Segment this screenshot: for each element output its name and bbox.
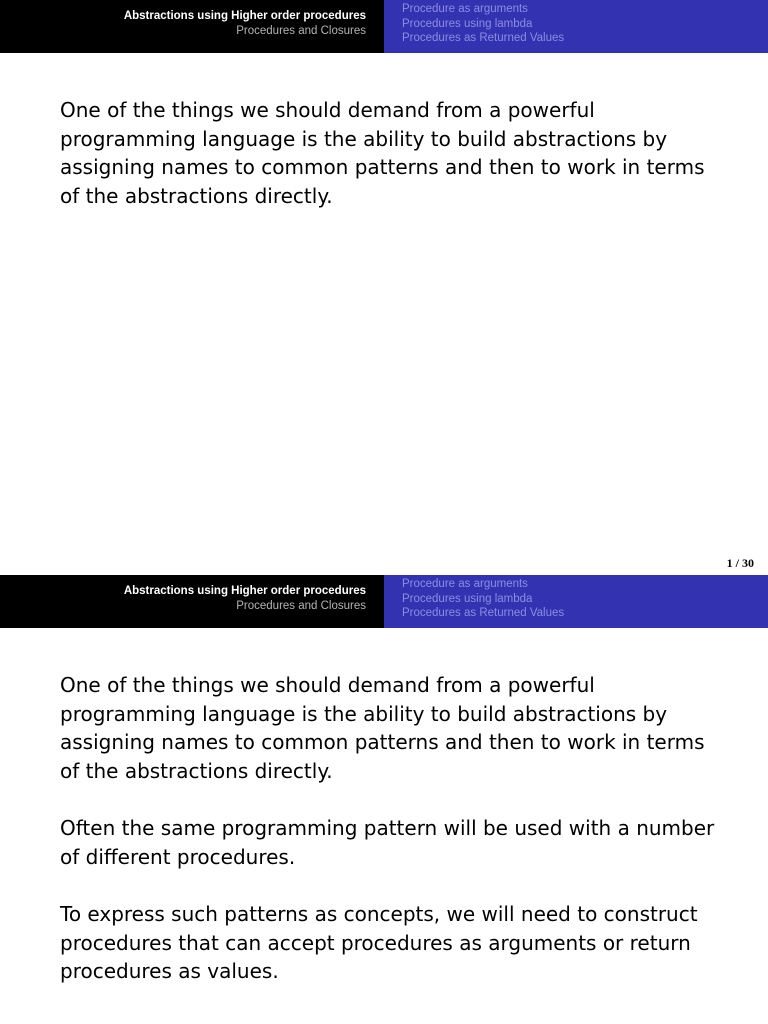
paragraph-abstractions: One of the things we should demand from a powerful programming language is the ability to build abstractions by assigning names to common patterns and then to work in terms of the abstractions directly.: [60, 98, 705, 208]
paragraph-express-patterns: To express such patterns as concepts, we will need to construct procedures that can accept procedures as arguments or return procedures as values.: [60, 902, 698, 983]
section-subtitle[interactable]: Procedures and Closures: [236, 600, 366, 612]
header-nav-panel: [384, 575, 768, 628]
slide-header: [0, 575, 768, 628]
slide-body: [60, 671, 720, 1015]
nav-item-procedures-using-lambda[interactable]: Procedures using lambda: [402, 592, 533, 605]
section-title[interactable]: Abstractions using Higher order procedures: [123, 585, 366, 597]
nav-item-procedure-as-arguments[interactable]: Procedure as arguments: [402, 3, 528, 15]
nav-item-procedures-as-returned-values[interactable]: Procedures as Returned Values: [402, 607, 565, 619]
paragraph-abstractions: One of the things we should demand from a powerful programming language is the ability to build abstractions by assigning names to common patterns and then to work in terms of the abstractions directly.: [60, 673, 705, 783]
header-section-panel: [0, 575, 384, 628]
nav-item-procedures-as-returned-values[interactable]: Procedures as Returned Values: [402, 32, 565, 44]
nav-item-procedure-as-arguments[interactable]: Procedure as arguments: [402, 578, 528, 590]
slide-body: [60, 96, 720, 239]
header-nav-panel: [384, 0, 768, 53]
paragraph-same-pattern: Often the same programming pattern will be used with a number of different procedures.: [60, 816, 715, 869]
section-subtitle[interactable]: Procedures and Closures: [236, 25, 366, 37]
slide-header: [0, 0, 768, 53]
nav-item-procedures-using-lambda[interactable]: Procedures using lambda: [402, 17, 533, 30]
page-number: 1 / 30: [726, 556, 754, 570]
slide-2: [0, 575, 768, 1024]
header-section-panel: [0, 0, 384, 53]
section-title[interactable]: Abstractions using Higher order procedures: [123, 10, 366, 22]
